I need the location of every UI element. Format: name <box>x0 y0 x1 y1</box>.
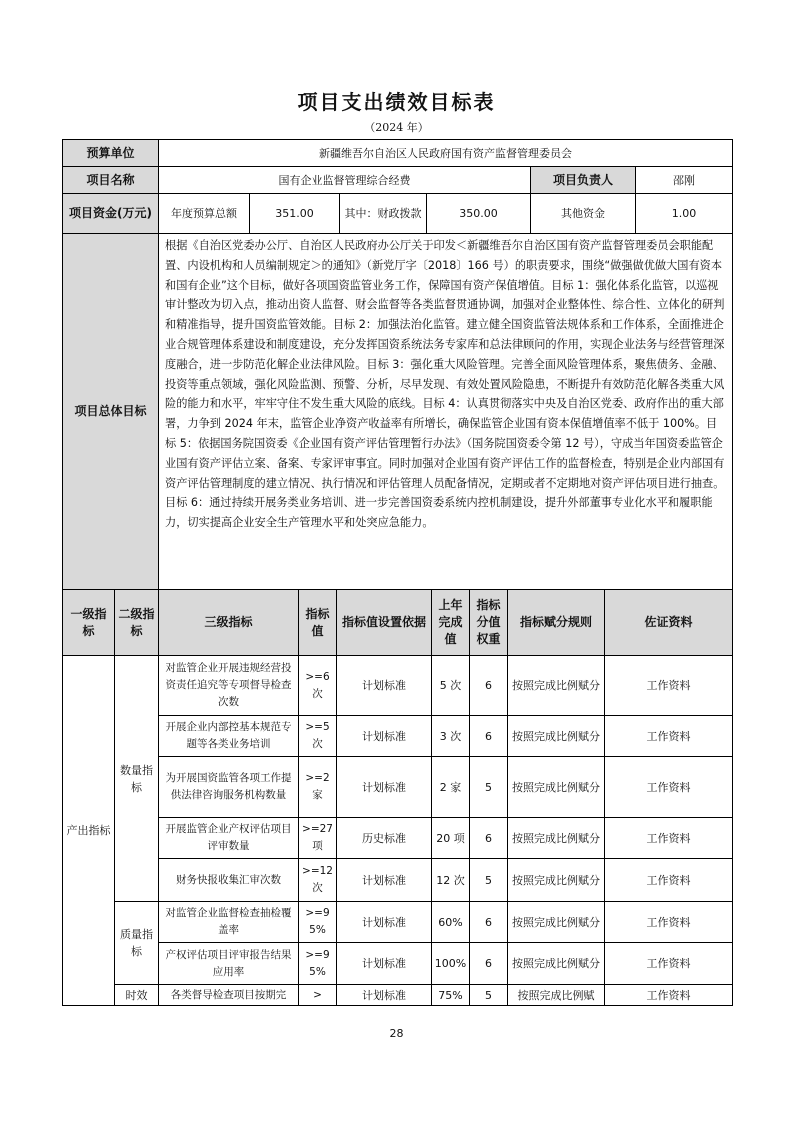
level2-quality: 质量指标 <box>115 902 159 985</box>
indicator-last: 3 次 <box>432 716 470 757</box>
indicator-rule: 按照完成比例赋分 <box>508 818 605 859</box>
other-funds-value: 1.00 <box>636 194 733 234</box>
indicator-weight: 6 <box>470 902 508 943</box>
table-row <box>63 818 733 859</box>
indicator-name: 对监管企业开展违规经营投资责任追究等专项督导检查次数 <box>159 656 299 716</box>
indicator-rule: 按照完成比例赋分 <box>508 902 605 943</box>
table-row <box>63 943 733 985</box>
funds-label: 项目资金(万元) <box>63 194 159 234</box>
indicator-name: 对监管企业监督检查抽检覆盖率 <box>159 902 299 943</box>
indicator-name: 各类督导检查项目按期完 <box>159 985 299 1006</box>
indicator-last: 2 家 <box>432 757 470 818</box>
header-evidence: 佐证资料 <box>605 590 733 656</box>
header-level3: 三级指标 <box>159 590 299 656</box>
level2-quantity: 数量指标 <box>115 656 159 902</box>
indicator-last: 75% <box>432 985 470 1006</box>
year-label: （2024 年） <box>364 121 429 134</box>
indicator-evidence: 工作资料 <box>605 757 733 818</box>
indicator-value: >=12次 <box>299 859 337 902</box>
indicator-name: 开展监管企业产权评估项目评审数量 <box>159 818 299 859</box>
indicator-basis: 计划标准 <box>337 859 432 902</box>
indicator-name: 产权评估项目评审报告结果应用率 <box>159 943 299 985</box>
header-level1: 一级指标 <box>63 590 115 656</box>
header-last-year: 上年完成值 <box>432 590 470 656</box>
indicator-value: > <box>299 985 337 1006</box>
budget-unit-label: 预算单位 <box>63 140 159 167</box>
budget-unit-value: 新疆维吾尔自治区人民政府国有资产监督管理委员会 <box>159 140 733 167</box>
table-row <box>63 757 733 818</box>
indicator-weight: 5 <box>470 859 508 902</box>
table-row <box>63 716 733 757</box>
level2-time: 时效 <box>115 985 159 1006</box>
indicator-weight: 6 <box>470 716 508 757</box>
indicator-basis: 计划标准 <box>337 985 432 1006</box>
indicator-weight: 5 <box>470 985 508 1006</box>
indicator-value: >=2家 <box>299 757 337 818</box>
header-weight: 指标分值权重 <box>470 590 508 656</box>
indicator-evidence: 工作资料 <box>605 902 733 943</box>
indicator-basis: 计划标准 <box>337 757 432 818</box>
indicator-rule: 按照完成比例赋分 <box>508 943 605 985</box>
other-funds-label: 其他资金 <box>531 194 636 234</box>
indicator-basis: 历史标准 <box>337 818 432 859</box>
indicator-rule: 按照完成比例赋分 <box>508 656 605 716</box>
goal-label: 项目总体目标 <box>63 234 159 590</box>
table-row <box>63 656 733 716</box>
fiscal-label: 其中：财政拨款 <box>340 194 427 234</box>
indicator-basis: 计划标准 <box>337 902 432 943</box>
indicator-weight: 6 <box>470 656 508 716</box>
indicator-name: 为开展国资监管各项工作提供法律咨询服务机构数量 <box>159 757 299 818</box>
project-name-label: 项目名称 <box>63 167 159 194</box>
indicator-last: 12 次 <box>432 859 470 902</box>
indicator-table <box>62 589 733 1006</box>
indicator-value: >=6次 <box>299 656 337 716</box>
page-number: 28 <box>389 1027 404 1040</box>
indicator-weight: 6 <box>470 943 508 985</box>
annual-budget-value: 351.00 <box>250 194 340 234</box>
leader-value: 邵刚 <box>636 167 733 194</box>
indicator-value: >=95% <box>299 943 337 985</box>
indicator-weight: 5 <box>470 757 508 818</box>
indicator-evidence: 工作资料 <box>605 859 733 902</box>
indicator-last: 5 次 <box>432 656 470 716</box>
indicator-evidence: 工作资料 <box>605 985 733 1006</box>
indicator-basis: 计划标准 <box>337 943 432 985</box>
indicator-last: 60% <box>432 902 470 943</box>
indicator-name: 财务快报收集汇审次数 <box>159 859 299 902</box>
indicator-rule: 按照完成比例赋分 <box>508 859 605 902</box>
project-name-value: 国有企业监督管理综合经费 <box>159 167 531 194</box>
header-value: 指标值 <box>299 590 337 656</box>
indicator-last: 100% <box>432 943 470 985</box>
indicator-value: >=95% <box>299 902 337 943</box>
header-basis: 指标值设置依据 <box>337 590 432 656</box>
goal-text: 根据《自治区党委办公厅、自治区人民政府办公厅关于印发＜新疆维吾尔自治区国有资产监督管理委员会职能配置、内设机构和人员编制规定＞的通知》（新党厅字〔2018〕166 号）的职责要求，围绕“做强做优做大国有资本和国有企业”这个目标，做好各项国资监管业务工作，保障国有资产保值增值。目标 1：强化体系化监管，以巡视审计整改为切入点，推动出资人监督、财会监督等各类监督贯通协调，加强对企业整体性、综合性、立体化的研判和精准指导，提升国资监管效能。目标 2：加强法治化监管。建立健全国资监管法规体系和工作体系，全面推进企业合规管理体系建设和制度建设，充分发挥国资系统法务专家库和总法律顾问的作用，实现企业法务与经营管理深度融合，进一步防范化解企业法律风险。目标 3：强化重大风险管理。完善全面风险管理体系，聚焦债务、金融、投资等重点领域，强化风险监测、预警、分析，尽早发现、有效处置风险隐患，不断提升有效防范化解各类重大风险的能力和水平，牢牢守住不发生重大风险的底线。目标 4：认真贯彻落实中央及自治区党委、政府作出的重大部署，力争到 2024 年末，监管企业净资产收益率有所增长，确保监管企业国有资本保值增值率不低于 100%。目标 5：依据国务院国资委《企业国有资产评估管理暂行办法》（国务院国资委令第 12 号），守成当年国资委监管企业国有资产评估立案、备案、专家评审事宜。同时加强对企业国有资产评估工作的监督检查，特别是企业内部国有资产评估管理制度的建立情况、执行情况和评估管理人员配备情况，定期或者不定期地对资产评估项目进行抽查。目标 6：通过持续开展务类业务培训、进一步完善国资委系统内控机制建设，提升外部董事专业化水平和履职能力，切实提高企业安全生产管理水平和处突应急能力。 <box>159 234 733 590</box>
table-row <box>63 859 733 902</box>
indicator-rule: 按照完成比例赋分 <box>508 716 605 757</box>
page-title: 项目支出绩效目标表 <box>297 90 496 114</box>
indicator-evidence: 工作资料 <box>605 818 733 859</box>
indicator-value: >=27项 <box>299 818 337 859</box>
leader-label: 项目负责人 <box>531 167 636 194</box>
indicator-evidence: 工作资料 <box>605 716 733 757</box>
indicator-rule: 按照完成比例赋分 <box>508 757 605 818</box>
fiscal-value: 350.00 <box>427 194 531 234</box>
indicator-basis: 计划标准 <box>337 656 432 716</box>
indicator-name: 开展企业内部控基本规范专题等各类业务培训 <box>159 716 299 757</box>
indicator-evidence: 工作资料 <box>605 656 733 716</box>
indicator-last: 20 项 <box>432 818 470 859</box>
indicator-basis: 计划标准 <box>337 716 432 757</box>
header-level2: 二级指标 <box>115 590 159 656</box>
indicator-weight: 6 <box>470 818 508 859</box>
table-row <box>63 902 733 943</box>
indicator-evidence: 工作资料 <box>605 943 733 985</box>
table-row <box>63 985 733 1006</box>
indicator-rule: 按照完成比例赋 <box>508 985 605 1006</box>
info-table <box>62 139 733 590</box>
level1-output: 产出指标 <box>63 656 115 1006</box>
indicator-value: >=5次 <box>299 716 337 757</box>
header-rule: 指标赋分规则 <box>508 590 605 656</box>
annual-budget-label: 年度预算总额 <box>159 194 250 234</box>
